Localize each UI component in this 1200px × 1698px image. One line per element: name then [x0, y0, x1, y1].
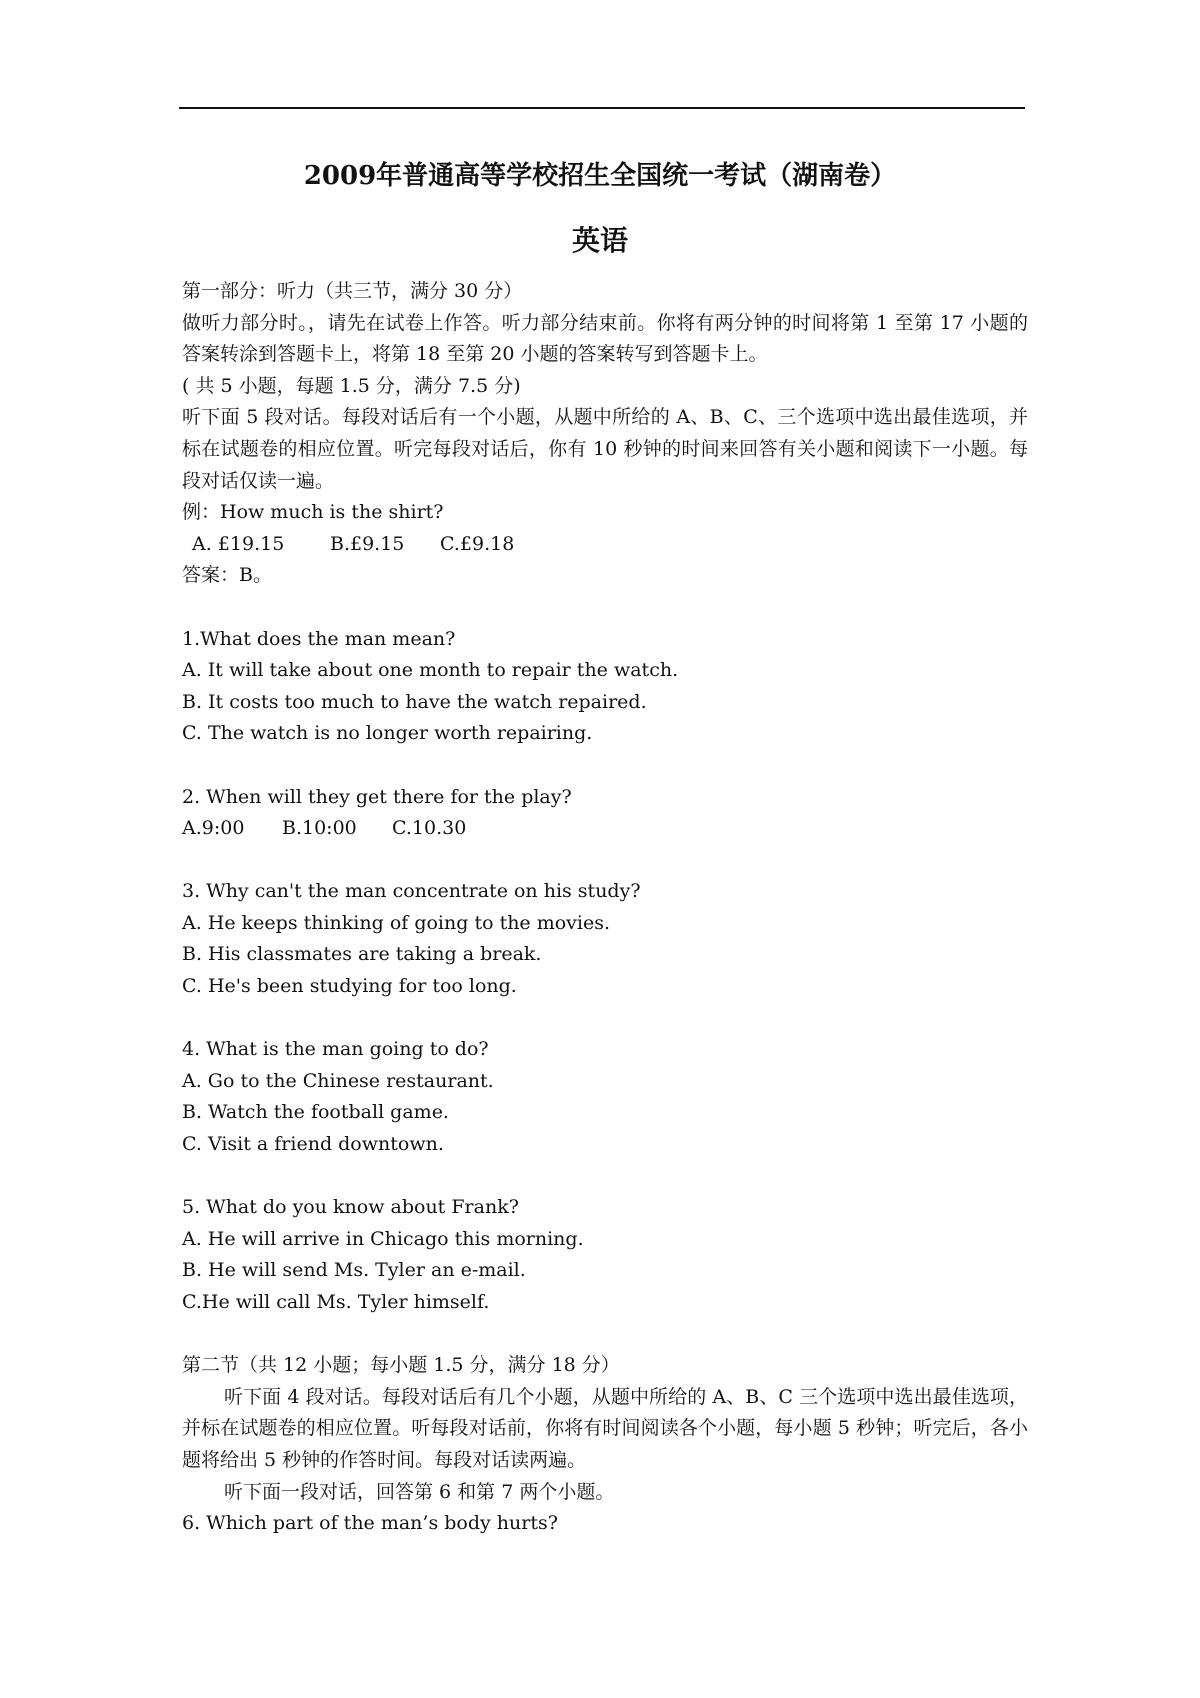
question-4-option-a: A. Go to the Chinese restaurant.: [182, 1069, 494, 1092]
question-4-option-b: B. Watch the football game.: [182, 1101, 449, 1124]
section1-instructions: 听下面 5 段对话。每段对话后有一个小题，从题中所给的 A、B、C、三个选项中选出最佳选项，并标在试题卷的相应位置。听完每段对话后，你有 10 秒钟的时间来回答有关小题和阅读下一小题。每段对话仅读一遍。: [182, 406, 1028, 492]
question-5-option-a: A. He will arrive in Chicago this morning.: [182, 1227, 584, 1250]
section2-heading: 第二节（共 12 小题；每小题 1.5 分，满分 18 分）: [182, 1354, 620, 1377]
question-5-option-b: B. He will send Ms. Tyler an e-mail.: [182, 1259, 526, 1282]
question-3-option-a: A. He keeps thinking of going to the movies.: [182, 911, 611, 934]
dialogue-note: 听下面一段对话，回答第 6 和第 7 两个小题。: [224, 1480, 615, 1503]
spacer: [182, 592, 1028, 624]
example-option-c: C.£9.18: [440, 532, 515, 555]
question-2-option-b: B.10:00: [282, 817, 357, 840]
example-options: [182, 529, 1028, 561]
question-1-option-a: A. It will take about one month to repair the watch.: [182, 659, 679, 682]
example-answer: 答案：B。: [182, 564, 272, 587]
top-rule: [179, 107, 1025, 109]
section1-heading: ( 共 5 小题，每题 1.5 分，满分 7.5 分): [182, 374, 521, 397]
question-3-option-c: C. He's been studying for too long.: [182, 975, 517, 998]
spacer: [182, 1319, 1028, 1351]
part1-instructions: 做听力部分时。，请先在试卷上作答。听力部分结束前。你将有两分钟的时间将第 1 至第 17 小题的答案转涂到答题卡上，将第 18 至第 20 小题的答案转写到答题卡上。: [182, 311, 1028, 366]
example-question: 例：How much is the shirt?: [182, 501, 444, 524]
question-5-stem: 5. What do you know about Frank?: [182, 1196, 519, 1219]
example-option-a: A. £19.15: [192, 532, 285, 555]
question-2-options: [182, 813, 1028, 845]
question-4-stem: 4. What is the man going to do?: [182, 1038, 489, 1061]
example-option-b: B.£9.15: [330, 532, 405, 555]
question-3-option-b: B. His classmates are taking a break.: [182, 943, 542, 966]
spacer: [182, 1161, 1028, 1193]
question-3-stem: 3. Why can't the man concentrate on his study?: [182, 880, 641, 903]
question-4-option-c: C. Visit a friend downtown.: [182, 1133, 444, 1156]
question-2-stem: 2. When will they get there for the play?: [182, 785, 572, 808]
question-1-option-c: C. The watch is no longer worth repairing.: [182, 722, 593, 745]
section2-instructions: 听下面 4 段对话。每段对话后有几个小题，从题中所给的 A、B、C 三个选项中选出最佳选项，并标在试题卷的相应位置。听每段对话前，你将有时间阅读各个小题，每小题 5 秒钟；听完后，各小题将给出 5 秒钟的作答时间。每段对话读两遍。: [182, 1385, 1028, 1471]
spacer: [182, 845, 1028, 877]
question-1-option-b: B. It costs too much to have the watch repaired.: [182, 690, 647, 713]
part1-heading: 第一部分：听力（共三节，满分 30 分）: [182, 280, 523, 302]
exam-title: 2009年普通高等学校招生全国统一考试（湖南卷）: [303, 161, 897, 191]
subject-title: 英语: [571, 224, 628, 257]
question-6-stem: 6. Which part of the man’s body hurts?: [182, 1512, 558, 1535]
exam-body: [182, 276, 1028, 1540]
question-1-stem: 1.What does the man mean?: [182, 627, 456, 650]
spacer: [182, 750, 1028, 782]
question-2-option-c: C.10.30: [392, 817, 467, 840]
question-2-option-a: A.9:00: [182, 817, 245, 840]
question-5-option-c: C.He will call Ms. Tyler himself.: [182, 1291, 490, 1313]
spacer: [182, 1003, 1028, 1035]
